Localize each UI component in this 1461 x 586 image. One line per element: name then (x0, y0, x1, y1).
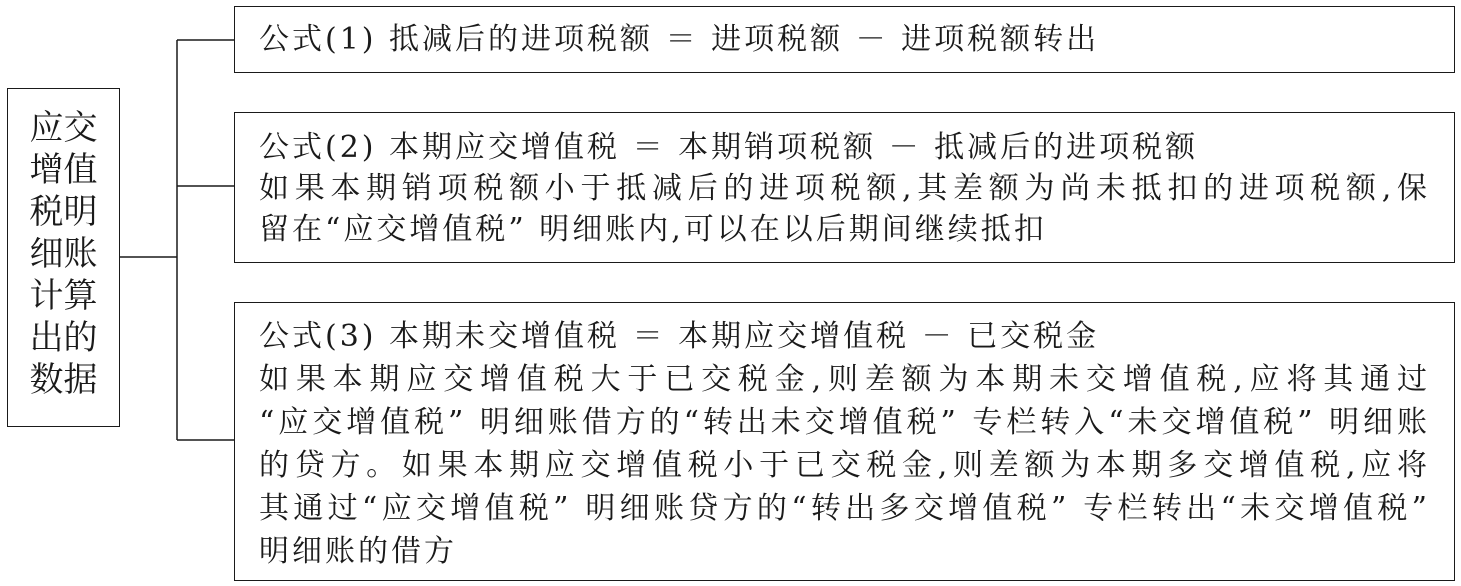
formula-2-note-line: 留在“应交增值税” 明细账内,可以在以后期间继续抵扣 (259, 212, 1047, 247)
formula-3-line: 公式(3) 本期未交增值税 ＝ 本期应交增值税 － 已交税金 (259, 319, 1100, 354)
root-label-row: 细账 (29, 234, 98, 274)
root-label-row: 计算 (29, 276, 98, 316)
root-label-row: 应交 (29, 108, 98, 148)
root-label-row: 增值 (29, 150, 98, 190)
formula-3-note-line: 其通过“应交增值税” 明细账贷方的“转出多交增值税” 专栏转出“未交增值税” (259, 491, 1430, 526)
root-label-row: 数据 (29, 360, 98, 400)
root-node-box (7, 88, 120, 427)
formula-3-note-line: 明细账的借方 (259, 534, 457, 569)
formula-2-box (234, 112, 1455, 263)
formula-3-box (234, 302, 1455, 581)
formula-2-note-line: 如果本期销项税额小于抵减后的进项税额,其差额为尚未抵扣的进项税额,保 (259, 171, 1430, 206)
formula-3-note-line: 如果本期应交增值税大于已交税金,则差额为本期未交增值税,应将其通过 (259, 362, 1430, 397)
formula-1-line: 公式(1) 抵减后的进项税额 ＝ 进项税额 － 进项税额转出 (259, 22, 1100, 57)
root-label-row: 出的 (29, 318, 98, 358)
formula-3-note-line: 的贷方。如果本期应交增值税小于已交税金,则差额为本期多交增值税,应将 (259, 448, 1430, 483)
root-label-row: 税明 (29, 192, 98, 232)
formula-3-note-line: “应交增值税” 明细账借方的“转出未交增值税” 专栏转入“未交增值税” 明细账 (259, 405, 1430, 440)
formula-2-line: 公式(2) 本期应交增值税 ＝ 本期销项税额 － 抵减后的进项税额 (259, 130, 1199, 165)
formula-1-box (234, 6, 1455, 73)
